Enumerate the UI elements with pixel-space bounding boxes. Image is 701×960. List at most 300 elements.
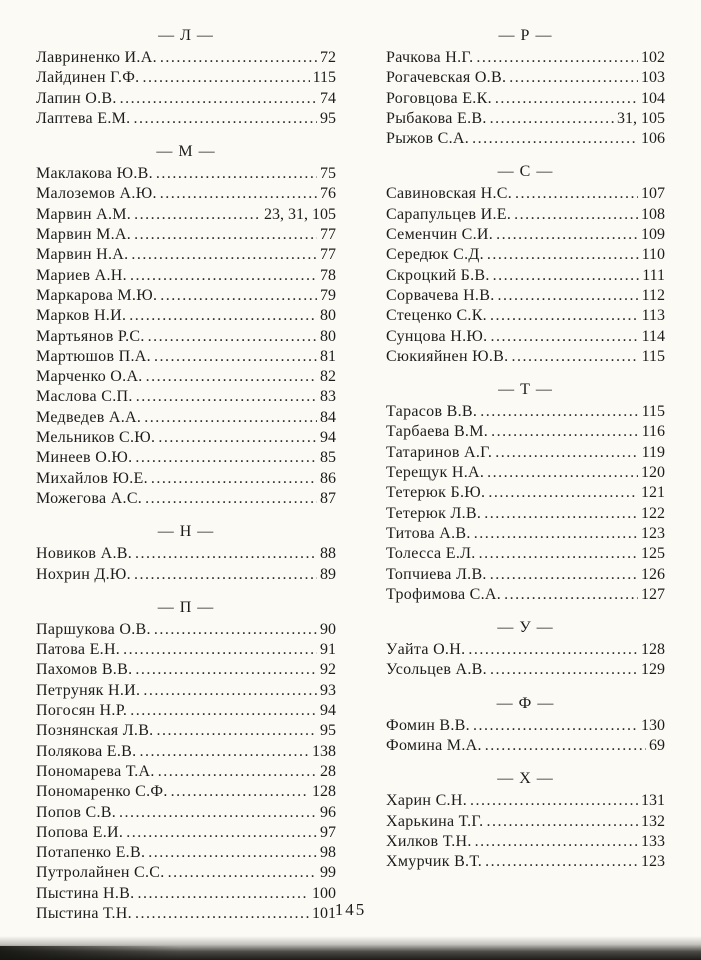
entry-page: 121 (641, 484, 665, 502)
index-section (36, 598, 336, 924)
index-section (386, 380, 665, 605)
section-letter-heading: — М — (156, 143, 216, 161)
entry-page: 131 (641, 792, 665, 810)
dot-leader (134, 205, 261, 225)
index-entry (386, 422, 665, 442)
entry-page: 129 (641, 661, 665, 679)
index-entry (36, 742, 336, 762)
entry-page: 116 (641, 423, 665, 441)
section-letter-heading: — Х — (497, 770, 554, 788)
dot-leader (135, 544, 317, 564)
entry-page: 115 (641, 347, 665, 365)
entry-name: Пыстина Н.В. (36, 884, 135, 902)
dot-leader (129, 306, 317, 326)
index-entry (386, 504, 665, 524)
section-entries (386, 791, 665, 872)
dot-leader (504, 585, 638, 605)
dot-leader (158, 428, 317, 448)
index-entry (36, 640, 336, 660)
entry-name: Тарбаева В.М. (386, 423, 489, 441)
entry-page: 113 (641, 307, 665, 325)
entry-name: Рыжов С.А. (386, 130, 470, 148)
entry-page: 92 (320, 661, 336, 679)
entry-page: 75 (320, 165, 336, 183)
index-entry (36, 367, 336, 387)
index-entry (36, 489, 336, 509)
entry-name: Путролайнен С.С. (36, 864, 165, 882)
section-entries (36, 48, 336, 129)
dot-leader (490, 660, 638, 680)
section-letter-heading: — Ф — (496, 694, 555, 712)
entry-page: 69 (649, 737, 665, 755)
entry-page: 80 (320, 327, 336, 345)
entry-name: Толесса Е.Л. (386, 545, 476, 563)
dot-leader (514, 205, 638, 225)
index-entry (386, 89, 665, 109)
entry-name: Савиновская Н.С. (386, 185, 513, 203)
dot-leader (474, 524, 638, 544)
dot-leader (491, 422, 639, 442)
index-entry (36, 843, 336, 863)
entry-name: Потапенко Е.В. (36, 844, 146, 862)
entry-page: 125 (641, 545, 665, 563)
dot-leader (144, 408, 317, 428)
index-column-right (386, 26, 665, 924)
entry-name: Маркарова М.Ю. (36, 286, 158, 304)
scan-edge-shadow (0, 936, 701, 960)
entry-name: Мельников С.Ю. (36, 429, 156, 447)
entry-page: 79 (320, 286, 336, 304)
index-entry (36, 823, 336, 843)
index-entry (36, 681, 336, 701)
dot-leader (487, 463, 638, 483)
index-entry (386, 640, 665, 660)
entry-page: 84 (320, 408, 336, 426)
entry-name: Тарасов В.В. (386, 403, 478, 421)
index-entry (386, 565, 665, 585)
dot-leader (475, 832, 638, 852)
index-entry (36, 245, 336, 265)
entry-page: 115 (641, 403, 665, 421)
dot-leader (472, 129, 638, 149)
entry-name: Нохрин Д.Ю. (36, 565, 131, 583)
index-entry (386, 852, 665, 872)
dot-leader (480, 402, 638, 422)
entry-name: Тетерюк Б.Ю. (386, 484, 486, 502)
index-section (386, 618, 665, 681)
entry-page: 103 (641, 69, 665, 87)
entry-name: Минеев О.Ю. (36, 449, 133, 467)
dot-leader (145, 489, 317, 509)
dot-leader (148, 327, 317, 347)
index-entry (386, 347, 665, 367)
dot-leader (511, 347, 638, 367)
entry-name: Топчиева Л.В. (386, 565, 487, 583)
section-entries (386, 640, 665, 681)
index-entry (36, 109, 336, 129)
index-entry (386, 544, 665, 564)
entry-page: 119 (641, 443, 665, 461)
dot-leader (490, 565, 638, 585)
entry-page: 106 (641, 130, 665, 148)
entry-page: 123 (641, 853, 665, 871)
dot-leader (160, 48, 317, 68)
entry-page: 132 (641, 812, 665, 830)
entry-page: 109 (641, 226, 665, 244)
section-entries (386, 402, 665, 605)
entry-page: 81 (320, 347, 336, 365)
entry-page: 74 (320, 89, 336, 107)
entry-name: Медведев А.А. (36, 408, 142, 426)
dot-leader (498, 286, 639, 306)
index-entry (386, 327, 665, 347)
entry-name: Трофимова С.А. (386, 585, 502, 603)
dot-leader (126, 823, 317, 843)
dot-leader (130, 266, 317, 286)
entry-name: Мартьянов Р.С. (36, 327, 145, 345)
dot-leader (131, 245, 317, 265)
entry-page: 126 (641, 565, 665, 583)
dot-leader (496, 225, 638, 245)
dot-leader (486, 812, 638, 832)
entry-page: 102 (641, 49, 665, 66)
entry-page: 23, 31, 105 (264, 205, 336, 223)
dot-leader (143, 681, 317, 701)
entry-page: 115 (312, 69, 336, 87)
index-entry (36, 803, 336, 823)
entry-page: 111 (642, 266, 665, 284)
dot-leader (493, 266, 640, 286)
entry-page: 99 (320, 864, 336, 882)
entry-name: Мартюшов П.А. (36, 347, 151, 365)
entry-name: Пономарева Т.А. (36, 762, 155, 780)
index-section (36, 26, 336, 129)
index-entry (36, 721, 336, 741)
index-entry (386, 483, 665, 503)
entry-page: 77 (320, 226, 336, 244)
index-entry (386, 225, 665, 245)
dot-leader (134, 565, 317, 585)
entry-page: 85 (320, 449, 336, 467)
page-number: 145 (334, 900, 367, 919)
entry-name: Малоземов А.Ю. (36, 185, 157, 203)
entry-name: Середюк С.Д. (386, 246, 484, 264)
entry-page: 127 (641, 585, 665, 603)
entry-name: Сунцова Н.Ю. (386, 327, 488, 345)
entry-name: Харькина Т.Г. (386, 812, 484, 830)
index-entry (36, 565, 336, 585)
section-entries (386, 184, 665, 367)
index-entry (36, 184, 336, 204)
section-entries (386, 48, 665, 149)
entry-page: 28 (320, 762, 336, 780)
entry-page: 94 (320, 429, 336, 447)
dot-leader (154, 620, 317, 640)
index-entry (386, 443, 665, 463)
entry-name: Хилков Т.Н. (386, 832, 472, 850)
dot-leader (487, 245, 639, 265)
index-entry (386, 306, 665, 326)
section-letter-heading: — С — (497, 163, 554, 181)
dot-leader (495, 443, 638, 463)
section-letter-heading: — Л — (158, 27, 214, 44)
entry-name: Маслова С.П. (36, 388, 133, 406)
entry-page: 89 (320, 565, 336, 583)
entry-name: Роговцова Е.К. (386, 89, 492, 107)
entry-name: Погосян Н.Р. (36, 702, 128, 720)
entry-name: Маклакова Ю.В. (36, 165, 153, 183)
section-letter-heading: — Р — (498, 27, 553, 44)
entry-page: 98 (320, 844, 336, 862)
entry-page: 90 (320, 620, 336, 638)
entry-page: 78 (320, 266, 336, 284)
index-entry (36, 225, 336, 245)
entry-name: Пахомов В.В. (36, 661, 133, 679)
entry-name: Марвин Н.А. (36, 246, 129, 264)
dot-leader (495, 89, 638, 109)
index-entry (36, 620, 336, 640)
index-entry (36, 428, 336, 448)
index-entry (386, 205, 665, 225)
dot-leader (139, 742, 309, 762)
index-entry (386, 245, 665, 265)
entry-name: Лапин О.В. (36, 89, 117, 107)
index-entry (386, 402, 665, 422)
dot-leader (135, 448, 317, 468)
entry-page: 94 (320, 702, 336, 720)
index-entry (386, 129, 665, 149)
dot-leader (490, 306, 639, 326)
entry-name: Можегова А.С. (36, 489, 143, 507)
dot-leader (168, 863, 317, 883)
entry-page: 114 (641, 327, 665, 345)
index-section (386, 162, 665, 367)
index-entry (386, 812, 665, 832)
entry-name: Попова Е.И. (36, 823, 124, 841)
index-entry (386, 736, 665, 756)
index-entry (386, 791, 665, 811)
entry-page: 110 (641, 246, 665, 264)
entry-page: 95 (320, 722, 336, 740)
entry-name: Петруняк Н.И. (36, 681, 141, 699)
dot-leader (470, 791, 638, 811)
index-entry (386, 716, 665, 736)
entry-name: Паршукова О.В. (36, 620, 151, 638)
entry-page: 138 (312, 742, 336, 760)
entry-page: 91 (320, 641, 336, 659)
dot-leader (171, 782, 309, 802)
entry-page: 104 (641, 89, 665, 107)
index-entry (36, 469, 336, 489)
entry-name: Сорвачева Н.В. (386, 286, 495, 304)
index-section (386, 26, 665, 149)
index-entry (36, 286, 336, 306)
entry-name: Михайлов Ю.Е. (36, 469, 148, 487)
index-entry (36, 327, 336, 347)
index-entry (36, 387, 336, 407)
entry-page: 80 (320, 307, 336, 325)
entry-name: Новиков А.В. (36, 545, 133, 563)
dot-leader (119, 803, 317, 823)
entry-name: Семенчин С.И. (386, 226, 494, 244)
index-entry (36, 660, 336, 680)
entry-name: Сюкияйнен Ю.В. (386, 347, 509, 365)
entry-name: Лаптева Е.М. (36, 109, 131, 127)
index-entry (386, 524, 665, 544)
entry-name: Лавриненко И.А. (36, 49, 157, 66)
entry-page: 87 (320, 489, 336, 507)
dot-leader (473, 716, 638, 736)
dot-leader (476, 48, 638, 68)
index-columns (36, 26, 665, 924)
index-entry (36, 205, 336, 225)
index-section (386, 694, 665, 757)
section-letter-heading: — Т — (498, 381, 553, 399)
section-entries (386, 716, 665, 757)
entry-name: Скроцкий Б.В. (386, 266, 490, 284)
dot-leader (158, 762, 317, 782)
entry-page: 82 (320, 368, 336, 386)
index-section (36, 522, 336, 585)
dot-leader (509, 68, 638, 88)
entry-name: Уайта О.Н. (386, 641, 466, 659)
entry-page: 72 (320, 49, 336, 66)
index-entry (36, 863, 336, 883)
dot-leader (490, 109, 614, 129)
index-entry (36, 164, 336, 184)
index-entry (36, 448, 336, 468)
entry-name: Хмурчик В.Т. (386, 853, 483, 871)
dot-leader (515, 184, 638, 204)
dot-leader (160, 184, 317, 204)
entry-page: 97 (320, 823, 336, 841)
index-entry (36, 89, 336, 109)
index-entry (386, 585, 665, 605)
entry-page: 77 (320, 246, 336, 264)
dot-leader (134, 225, 317, 245)
entry-name: Харин С.Н. (386, 792, 468, 810)
entry-page: 88 (320, 545, 336, 563)
section-letter-heading: — П — (157, 598, 215, 616)
entry-page: 100 (312, 884, 336, 902)
dot-leader (160, 286, 317, 306)
entry-name: Марвин А.М. (36, 205, 132, 223)
entry-name: Рогачевская О.В. (386, 69, 507, 87)
index-entry (386, 286, 665, 306)
entry-name: Сарапульцев И.Е. (386, 205, 512, 223)
index-entry (36, 68, 336, 88)
dot-leader (136, 387, 317, 407)
entry-name: Терещук Н.А. (386, 464, 485, 482)
entry-name: Татаринов А.Г. (386, 443, 493, 461)
entry-name: Патова Е.Н. (36, 641, 121, 659)
entry-page: 108 (641, 205, 665, 223)
dot-leader (120, 89, 317, 109)
entry-name: Рачкова Н.Г. (386, 49, 474, 66)
dot-leader (146, 367, 317, 387)
entry-page: 122 (641, 504, 665, 522)
dot-leader (488, 483, 638, 503)
entry-page: 76 (320, 185, 336, 203)
entry-page: 120 (641, 464, 665, 482)
entry-page: 95 (320, 109, 336, 127)
dot-leader (156, 721, 317, 741)
index-column-left (36, 26, 336, 924)
index-entry (386, 68, 665, 88)
index-entry (386, 48, 665, 68)
dot-leader (130, 701, 317, 721)
dot-leader (156, 164, 317, 184)
entry-name: Титова А.В. (386, 524, 471, 542)
entry-page: 96 (320, 803, 336, 821)
index-entry (386, 266, 665, 286)
entry-page: 86 (320, 469, 336, 487)
index-entry (36, 408, 336, 428)
entry-page: 123 (641, 524, 665, 542)
entry-name: Фомина М.А. (386, 737, 482, 755)
dot-leader (490, 327, 638, 347)
index-entry (36, 306, 336, 326)
dot-leader (468, 640, 638, 660)
section-letter-heading: — У — (497, 619, 554, 637)
dot-leader (485, 852, 638, 872)
entry-page: 133 (641, 832, 665, 850)
entry-page: 83 (320, 388, 336, 406)
entry-page: 128 (641, 641, 665, 659)
index-entry (36, 347, 336, 367)
entry-page: 128 (312, 783, 336, 801)
dot-leader (135, 660, 317, 680)
index-entry (36, 544, 336, 564)
entry-name: Марченко О.А. (36, 368, 143, 386)
entry-name: Лайдинен Г.Ф. (36, 69, 140, 87)
entry-name: Марков Н.И. (36, 307, 127, 325)
index-entry (36, 701, 336, 721)
entry-name: Полякова Е.В. (36, 742, 137, 760)
dot-leader (142, 68, 309, 88)
section-entries (36, 544, 336, 585)
index-entry (386, 832, 665, 852)
entry-page: 112 (641, 286, 665, 304)
dot-leader (484, 504, 638, 524)
section-entries (36, 164, 336, 509)
index-entry (386, 660, 665, 680)
entry-name: Попов С.В. (36, 803, 117, 821)
index-entry (386, 463, 665, 483)
dot-leader (133, 109, 317, 129)
index-section (36, 142, 336, 509)
entry-name: Тетерюк Л.В. (386, 504, 482, 522)
dot-leader (148, 843, 317, 863)
entry-name: Пыстина Т.Н. (36, 904, 132, 922)
index-entry (36, 762, 336, 782)
dot-leader (151, 469, 317, 489)
index-entry (36, 782, 336, 802)
section-entries (36, 620, 336, 924)
entry-name: Познянская Л.В. (36, 722, 154, 740)
entry-page: 31, 105 (617, 109, 665, 127)
dot-leader (479, 544, 638, 564)
index-entry (386, 184, 665, 204)
entry-name: Фомин В.В. (386, 716, 470, 734)
dot-leader (485, 736, 646, 756)
entry-name: Марвин М.А. (36, 226, 132, 244)
index-entry (386, 109, 665, 129)
section-letter-heading: — Н — (157, 523, 215, 541)
entry-name: Мариев А.Н. (36, 266, 127, 284)
dot-leader (123, 640, 317, 660)
index-entry (36, 48, 336, 68)
